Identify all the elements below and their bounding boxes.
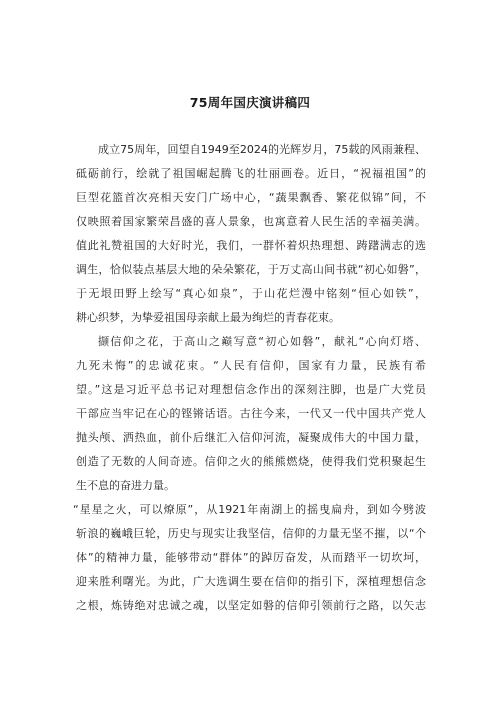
paragraph-line: 于无垠田野上绘写“真心如泉”，于山花烂漫中铭刻“恒心如铁”， [76, 287, 426, 300]
paragraph-line: 砥砺前行，绘就了祖国崛起腾飞的壮丽画卷。近日，“祝福祖国”的 [76, 167, 426, 180]
document-body [73, 138, 426, 618]
paragraph-line: 仅映照着国家繁荣昌盛的喜人景象，也寓意着人民生活的幸福美满。 [76, 215, 426, 228]
paragraph-line: 成立75周年，回望自1949至2024的光辉岁月，75载的风雨兼程、 [98, 143, 426, 156]
paragraph-line: 巨型花篮首次亮相天安门广场中心，“蔬果飘香、繁花似锦”间，不 [76, 191, 426, 204]
document-title: 75周年国庆演讲稿四 [189, 95, 311, 110]
paragraph-line: 体”的精神力量，能够带动“群体”的踔厉奋发，从而踏平一切坎坷， [76, 551, 426, 564]
paragraph-line: 九死未悔”的忠诚花束。“人民有信仰，国家有力量，民族有希 [76, 359, 426, 372]
paragraph-line: 之根，炼铸绝对忠诚之魂，以坚定如磐的信仰引领前行之路，以矢志 [76, 599, 426, 612]
paragraph-line: 创造了无数的人间奇迹。信仰之火的熊熊燃烧，使得我们党积聚起生 [76, 455, 426, 468]
paragraph-line: 撷信仰之花，于高山之巅写意“初心如磐”，献礼“心向灯塔、 [98, 335, 426, 348]
paragraph-line: 值此礼赞祖国的大好时光，我们，一群怀着炽热理想、踌躇满志的选 [76, 239, 426, 252]
paragraph-line: 望。”这是习近平总书记对理想信念作出的深刻注脚，也是广大党员 [76, 383, 426, 396]
paragraph-line: 干部应当牢记在心的铿锵话语。古往今来，一代又一代中国共产党人 [76, 407, 426, 420]
paragraph-line: 抛头颅、洒热血，前仆后继汇入信仰河流，凝聚成伟大的中国力量， [76, 431, 426, 444]
paragraph-line: 迎来胜利曙光。为此，广大选调生要在信仰的指引下，深植理想信念 [76, 575, 426, 588]
paragraph-line: “星星之火，可以燎原”，从1921年南湖上的摇曳扁舟，到如今劈波 [73, 503, 426, 516]
paragraph-line: 生不息的奋进力量。 [76, 479, 175, 492]
paragraph-line: 斩浪的巍峨巨轮，历史与现实让我坚信，信仰的力量无坚不摧，以“个 [76, 527, 426, 540]
paragraph-line: 调生，恰似装点基层大地的朵朵繁花，于万丈高山间书就“初心如磐”， [76, 263, 426, 276]
paragraph-line: 耕心织梦，为挚爱祖国母亲献上最为绚烂的青春花束。 [76, 311, 340, 324]
